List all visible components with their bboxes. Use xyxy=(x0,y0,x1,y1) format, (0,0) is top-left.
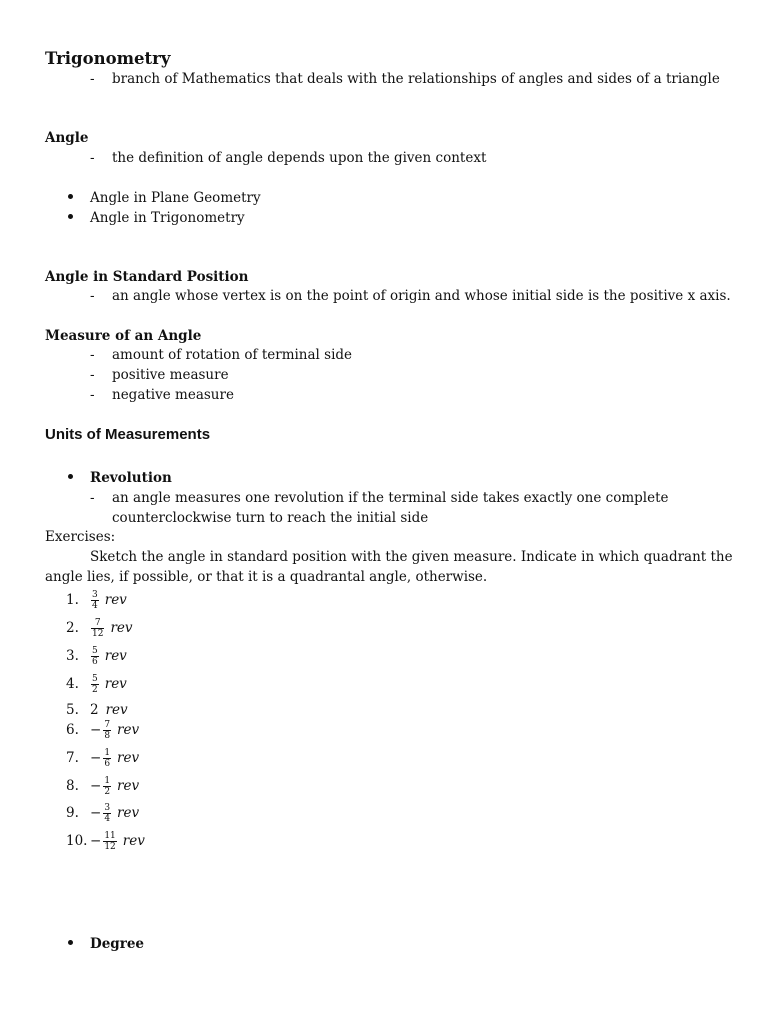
exercise-number: 6. xyxy=(66,722,79,738)
unit-label: rev xyxy=(104,676,127,692)
fraction-numerator: 5 xyxy=(92,645,98,656)
unit-label: rev xyxy=(122,833,145,849)
dash-marker: - xyxy=(90,347,95,363)
fraction xyxy=(103,831,116,852)
minus-sign: − xyxy=(90,778,102,794)
unit-label: rev xyxy=(117,805,140,821)
section-heading-angle: Angle xyxy=(45,130,89,146)
dash-marker: - xyxy=(90,288,95,304)
whole-number: 2 xyxy=(90,702,99,718)
dash-marker: - xyxy=(90,71,95,87)
exercise-number: 8. xyxy=(66,778,79,794)
page-title: Trigonometry xyxy=(45,49,171,68)
fraction xyxy=(91,590,99,611)
fraction xyxy=(91,646,99,667)
fraction-numerator: 7 xyxy=(104,719,111,730)
exercise-expression xyxy=(90,586,127,614)
bullet-dot-icon xyxy=(68,214,73,219)
exercise-number: 9. xyxy=(66,805,79,821)
section-heading-standard-position: Angle in Standard Position xyxy=(45,269,249,285)
fraction-numerator: 1 xyxy=(104,747,111,758)
unit-label: rev xyxy=(117,778,140,794)
fraction-numerator: 1 xyxy=(104,775,111,786)
exercise-number: 5. xyxy=(66,702,79,718)
unit-label: rev xyxy=(104,592,127,608)
fraction-denominator: 8 xyxy=(104,730,111,741)
unit-label: rev xyxy=(110,620,133,636)
dash-marker: - xyxy=(90,490,95,506)
bullet-text: Revolution xyxy=(90,470,172,486)
bullet-text: Angle in Plane Geometry xyxy=(90,190,261,206)
exercise-number: 1. xyxy=(66,592,79,608)
unit-label: rev xyxy=(105,702,128,718)
fraction xyxy=(103,776,111,797)
dash-marker: - xyxy=(90,367,95,383)
fraction xyxy=(103,720,111,741)
exercises-label: Exercises: xyxy=(45,529,116,545)
minus-sign: − xyxy=(90,833,102,849)
revolution-definition-line-1: an angle measures one revolution if the terminal side takes exactly one complete xyxy=(112,490,669,506)
exercise-instructions-line-2: angle lies, if possible, or that it is a quadrantal angle, otherwise. xyxy=(45,569,488,585)
bullet-dot-icon xyxy=(68,194,73,199)
exercise-expression xyxy=(90,716,139,744)
bullet-dot-icon xyxy=(68,940,73,945)
exercise-number: 10. xyxy=(66,833,88,849)
exercise-expression xyxy=(90,799,139,827)
fraction-denominator: 12 xyxy=(92,628,104,639)
fraction xyxy=(91,618,104,639)
fraction-numerator: 11 xyxy=(104,830,116,841)
fraction xyxy=(103,803,111,824)
fraction-denominator: 12 xyxy=(104,841,116,852)
bullet-dot-icon xyxy=(68,474,73,479)
fraction-denominator: 2 xyxy=(92,684,98,695)
minus-sign: − xyxy=(90,805,102,821)
exercise-expression xyxy=(90,827,145,855)
fraction-numerator: 3 xyxy=(104,802,111,813)
revolution-definition-line-2: counterclockwise turn to reach the initial side xyxy=(112,510,429,526)
exercise-number: 2. xyxy=(66,620,79,636)
exercise-instructions-line-1: Sketch the angle in standard position with the given measure. Indicate in which quadrant the xyxy=(90,549,733,565)
unit-label: rev xyxy=(117,750,140,766)
fraction-numerator: 7 xyxy=(94,617,101,628)
fraction-denominator: 6 xyxy=(92,656,98,667)
dash-marker: - xyxy=(90,150,95,166)
exercise-expression xyxy=(90,772,139,800)
section-heading-units: Units of Measurements xyxy=(45,426,211,443)
measure-text: negative measure xyxy=(112,387,234,403)
exercise-expression xyxy=(90,670,127,698)
exercise-number: 3. xyxy=(66,648,79,664)
fraction xyxy=(103,748,111,769)
minus-sign: − xyxy=(90,750,102,766)
bullet-text: Degree xyxy=(90,936,145,952)
exercise-expression xyxy=(90,744,139,772)
measure-text: positive measure xyxy=(112,367,229,383)
exercise-number: 7. xyxy=(66,750,79,766)
dash-marker: - xyxy=(90,387,95,403)
trigonometry-definition: branch of Mathematics that deals with the relationships of angles and sides of a triangle xyxy=(112,71,720,87)
fraction-numerator: 5 xyxy=(92,673,98,684)
fraction-numerator: 3 xyxy=(92,589,98,600)
fraction-denominator: 4 xyxy=(92,600,98,611)
fraction-denominator: 2 xyxy=(104,786,111,797)
fraction-denominator: 6 xyxy=(104,758,111,769)
fraction xyxy=(91,674,99,695)
exercise-expression xyxy=(90,614,133,642)
bullet-text: Angle in Trigonometry xyxy=(90,210,245,226)
unit-label: rev xyxy=(104,648,127,664)
unit-label: rev xyxy=(117,722,140,738)
measure-text: amount of rotation of terminal side xyxy=(112,347,353,363)
exercise-number: 4. xyxy=(66,676,79,692)
section-heading-measure: Measure of an Angle xyxy=(45,328,202,344)
minus-sign: − xyxy=(90,722,102,738)
exercise-expression xyxy=(90,642,127,670)
fraction-denominator: 4 xyxy=(104,813,111,824)
angle-definition: the definition of angle depends upon the given context xyxy=(112,150,487,166)
standard-position-definition: an angle whose vertex is on the point of origin and whose initial side is the positive x axis. xyxy=(112,288,731,304)
